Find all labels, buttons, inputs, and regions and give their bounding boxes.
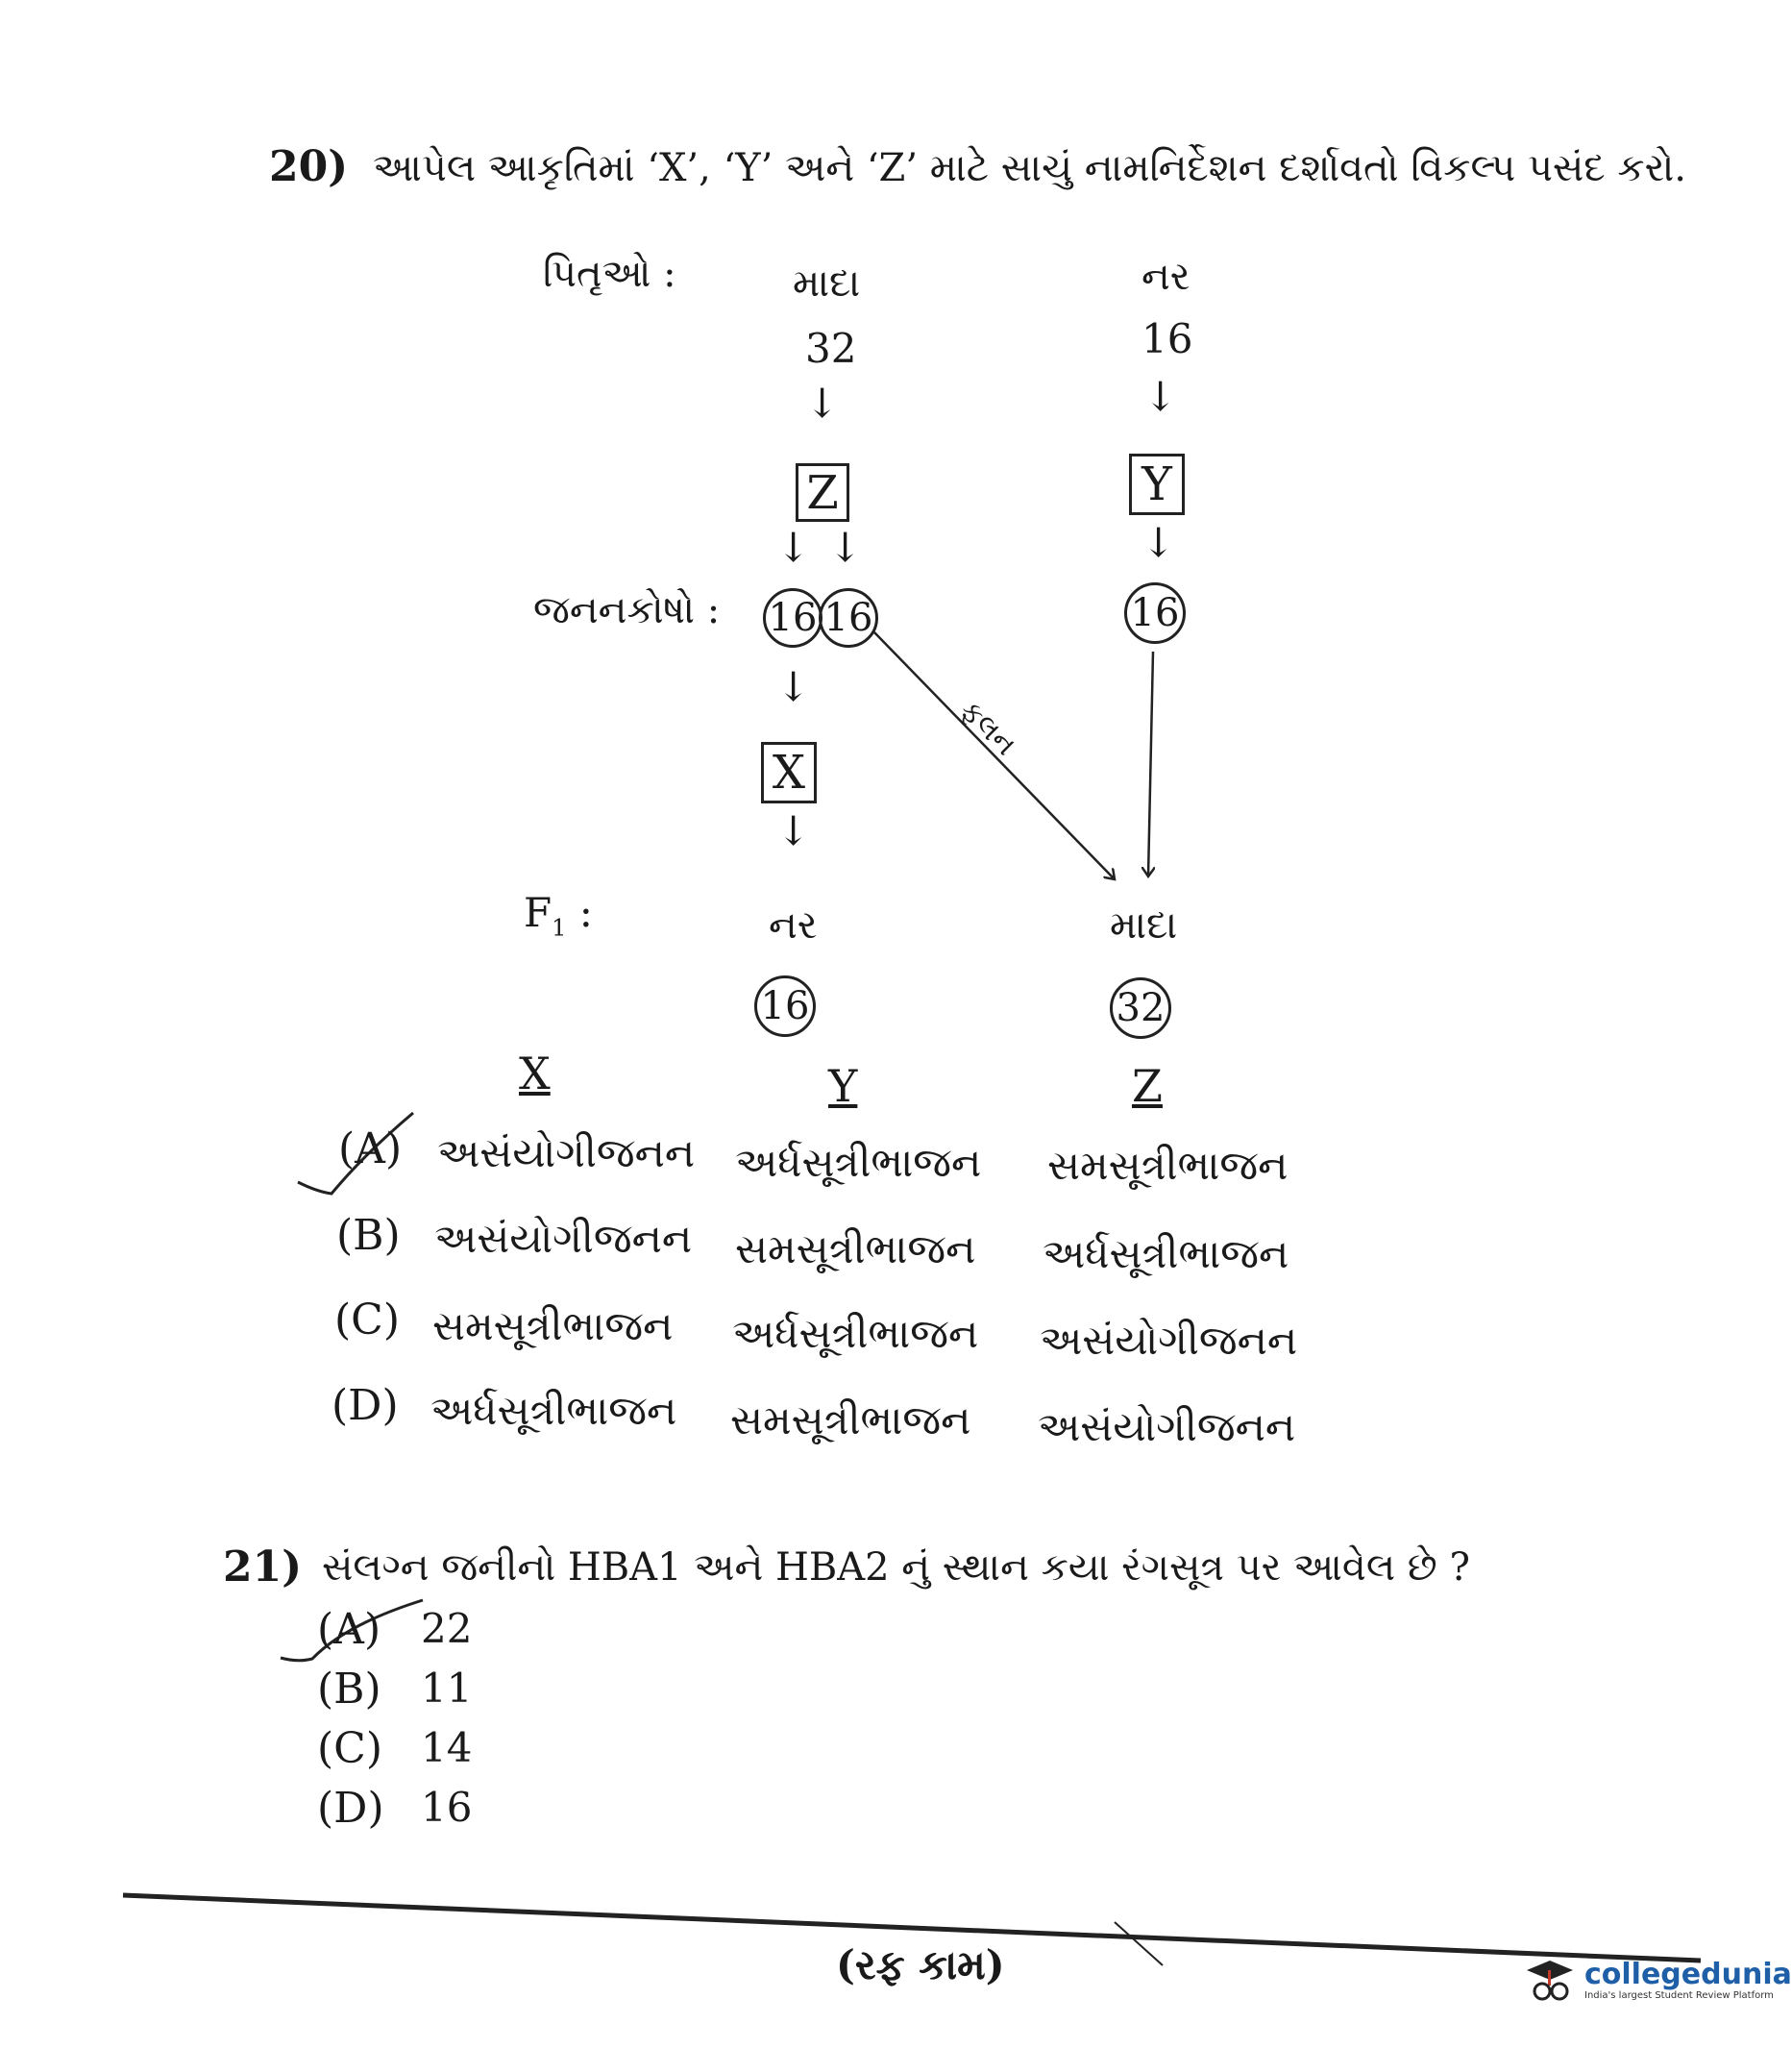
q20-number: 20) (269, 142, 349, 191)
graduate-logo-icon (1523, 1957, 1577, 2007)
watermark-tagline: India's largest Student Review Platform (1584, 1990, 1774, 2001)
arrow-down-icon: ↓ (776, 807, 811, 854)
gamete-female-1: 16 (763, 588, 822, 648)
q20-option-c-z: અસંયોગીજનન (1040, 1317, 1298, 1364)
q20-option-d-letter: (D) (331, 1381, 399, 1430)
arrow-down-icon: ↓ (776, 524, 811, 571)
q21-option-b-letter: (B) (317, 1665, 381, 1714)
header-z: Z (1132, 1060, 1163, 1112)
q20-option-c-x: સમસૂત્રીભાજન (432, 1302, 674, 1349)
arrow-down-icon: ↓ (828, 524, 863, 571)
q20-option-c-letter: (C) (334, 1295, 400, 1345)
gamete-male: 16 (1124, 582, 1186, 644)
f1-female-count: 32 (1110, 977, 1171, 1039)
q20-option-d-z: અસંયોગીજનન (1038, 1403, 1296, 1450)
q20-option-b-y: સમસૂત્રીભાજન (735, 1225, 976, 1272)
f1-female-label: માદા (1110, 903, 1178, 948)
q20-option-b-z: અર્ધસૂત્રીભાજન (1043, 1230, 1289, 1277)
header-x: X (519, 1048, 551, 1099)
q20-option-a-y: અર્ધસૂત્રીભાજન (735, 1139, 982, 1186)
f1-male-count: 16 (754, 975, 816, 1037)
parents-label: પિતૃઓ : (543, 252, 676, 296)
box-z: Z (796, 463, 849, 522)
q20-option-b-x: અસંયોગીજનન (434, 1215, 693, 1262)
gamete-female-2: 16 (819, 588, 878, 648)
parent-female-count: 32 (805, 325, 857, 372)
parent-female-label: માદા (793, 261, 861, 306)
fusion-label: ફલન (953, 693, 1023, 763)
arrow-down-icon: ↓ (805, 380, 840, 427)
q20-option-a-letter: (A) (338, 1124, 403, 1173)
f1-male-label: નર (769, 903, 818, 948)
gametes-label: જનનકોષો : (533, 588, 721, 632)
footer-rough-work: (રફ કામ) (836, 1941, 1005, 1988)
q20-option-b-letter: (B) (336, 1211, 401, 1260)
q21-option-d-value: 16 (421, 1784, 473, 1831)
parent-male-count: 16 (1141, 315, 1193, 362)
q20-option-d-x: અર્ધસૂત્રીભાજન (430, 1387, 677, 1434)
arrow-down-icon: ↓ (776, 663, 811, 710)
box-x: X (761, 742, 817, 803)
q21-option-c-letter: (C) (317, 1724, 382, 1773)
q21-text: સંલગ્ન જનીનો HBA1 અને HBA2 નું સ્થાન કયા રંગસૂત્ર પર આવેલ છે ? (322, 1545, 1470, 1590)
q21-option-a-letter: (A) (317, 1605, 381, 1654)
arrow-down-icon: ↓ (1143, 373, 1178, 420)
q21-option-c-value: 14 (421, 1724, 473, 1771)
q20-option-d-y: સમસૂત્રીભાજન (730, 1396, 971, 1443)
f1-label: $F_1$ : (524, 889, 593, 942)
stray-mark (1115, 1922, 1163, 1965)
q21-number: 21) (223, 1542, 303, 1592)
q20-text: આપેલ આકૃતિમાં ‘X’, ‘Y’ અને ‘Z’ માટે સાચું નામનિર્દેશન દર્શાવતો વિકલ્પ પસંદ કરો. (373, 146, 1687, 190)
q20-option-a-z: સમસૂત્રીભાજન (1047, 1142, 1289, 1189)
watermark (1523, 1957, 1792, 2007)
box-y: Y (1129, 454, 1185, 515)
header-y: Y (828, 1060, 858, 1112)
q20-option-c-y: અર્ધસૂત્રીભાજન (732, 1310, 979, 1357)
q21-option-a-value: 22 (421, 1605, 473, 1652)
watermark-brand: collegedunia (1584, 1958, 1792, 1991)
parent-male-label: નર (1141, 255, 1191, 299)
q21-option-b-value: 11 (421, 1665, 473, 1712)
arrow-down-icon: ↓ (1141, 519, 1176, 566)
q21-option-d-letter: (D) (317, 1784, 384, 1833)
male-gamete-arrow (1148, 652, 1153, 876)
q20-option-a-x: અસંયોગીજનન (437, 1129, 696, 1176)
